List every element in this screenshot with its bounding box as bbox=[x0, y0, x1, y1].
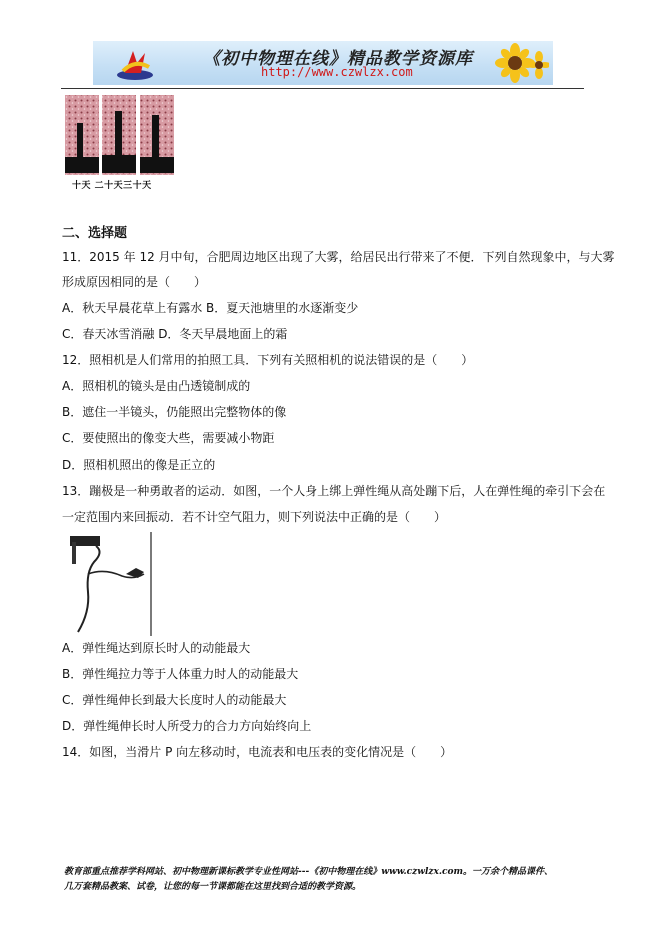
q11-option-ab: A．秋天早晨花草上有露水 B．夏天池塘里的水逐渐变少 bbox=[62, 301, 359, 315]
q13-option-a: A．弹性绳达到原长时人的动能最大 bbox=[62, 641, 251, 655]
sunflower-icon bbox=[493, 43, 549, 85]
q12-option-a: A．照相机的镜头是由凸透镜制成的 bbox=[62, 379, 251, 393]
q12-option-c: C．要使照出的像变大些，需要减小物距 bbox=[62, 431, 275, 445]
q13-stem-line2: 一定范围内来回振动．若不计空气阻力，则下列说法中正确的是（ ） bbox=[62, 510, 447, 524]
header-rule bbox=[61, 88, 584, 89]
q11-stem-line1: 11．2015 年 12 月中旬，合肥周边地区出现了大雾，给居民出行带来了不便．下列自然现象中，与大雾 bbox=[62, 250, 615, 264]
section-title: 二、选择题 bbox=[62, 226, 128, 241]
banner-title: 《初中物理在线》精品教学资源库 bbox=[203, 49, 473, 69]
footer-line1: 教育部重点推荐学科网站、初中物理新课标教学专业性网站---《初中物理在线》www.czwlzx.com。一万余个精品课件、 bbox=[64, 867, 554, 877]
q12-stem: 12．照相机是人们常用的拍照工具．下列有关照相机的说法错误的是（ ） bbox=[62, 353, 474, 367]
stalk-growth-figure bbox=[62, 93, 178, 189]
bungee-figure bbox=[64, 532, 156, 636]
footer-line2: 几万套精品教案、试卷，让您的每一节课都能在这里找到合适的教学资源。 bbox=[64, 882, 362, 892]
header-banner bbox=[93, 41, 553, 85]
q11-stem-line2: 形成原因相同的是（ ） bbox=[62, 275, 207, 289]
banner-url[interactable]: http://www.czwlzx.com bbox=[261, 65, 413, 79]
q12-option-d: D．照相机照出的像是正立的 bbox=[62, 458, 216, 472]
stalk-figure-labels: 十天 二十天三十天 bbox=[72, 181, 152, 191]
q14-stem: 14．如图，当滑片 P 向左移动时，电流表和电压表的变化情况是（ ） bbox=[62, 745, 453, 759]
q13-stem-line1: 13．蹦极是一种勇敢者的运动．如图，一个人身上绑上弹性绳从高处蹦下后，人在弹性绳的牵引下会在 bbox=[62, 484, 606, 498]
q11-option-cd: C．春天冰雪消融 D．冬天早晨地面上的霜 bbox=[62, 327, 288, 341]
q13-option-d: D．弹性绳伸长时人所受力的合力方向始终向上 bbox=[62, 719, 312, 733]
q12-option-b: B．遮住一半镜头，仍能照出完整物体的像 bbox=[62, 405, 287, 419]
q13-option-b: B．弹性绳拉力等于人体重力时人的动能最大 bbox=[62, 667, 299, 681]
site-logo-icon bbox=[115, 45, 155, 83]
q13-option-c: C．弹性绳伸长到最大长度时人的动能最大 bbox=[62, 693, 287, 707]
